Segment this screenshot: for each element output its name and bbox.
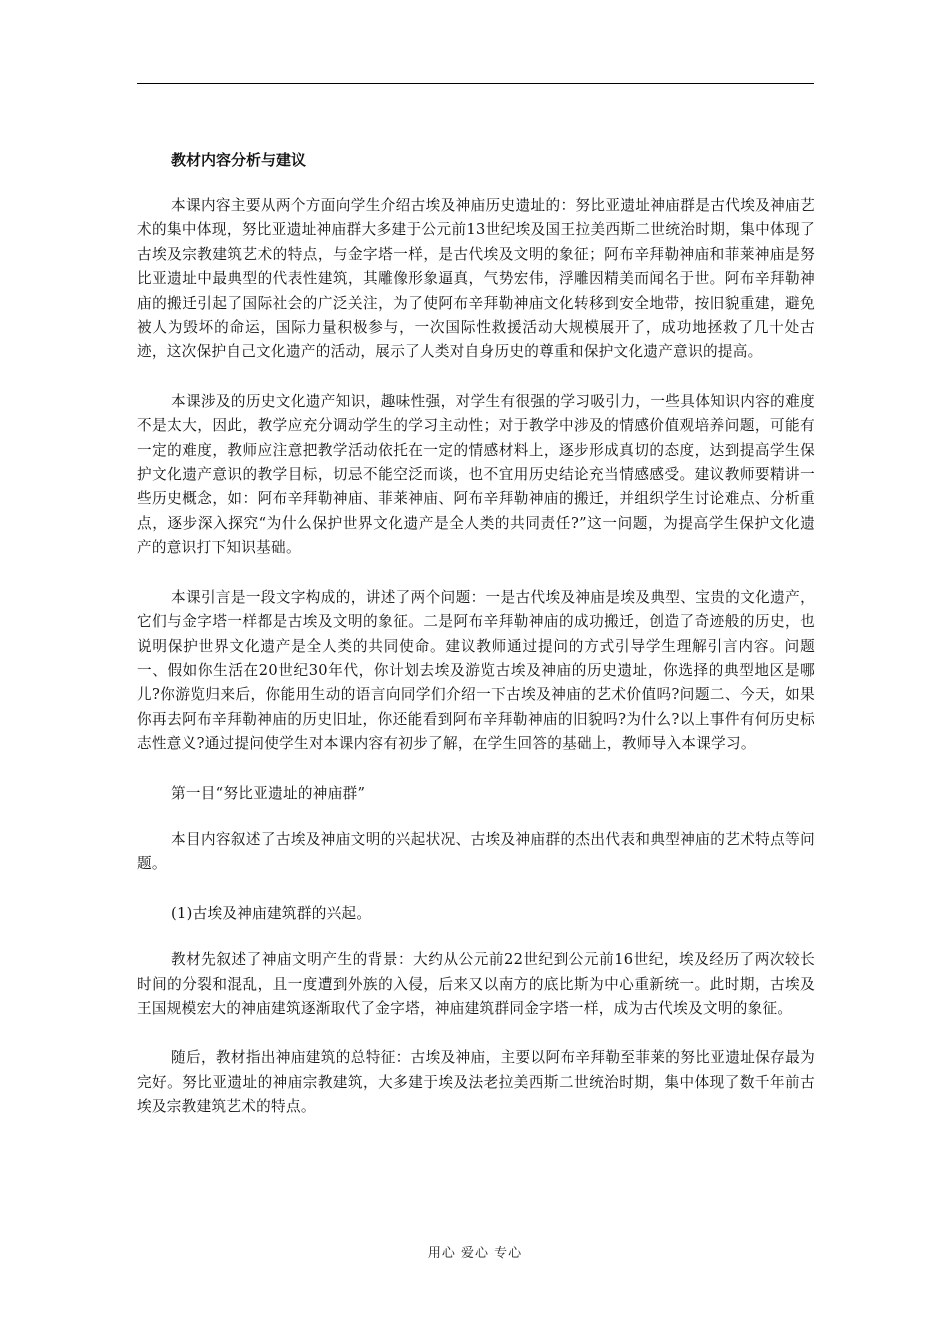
paragraph-teaching-advice: 本课涉及的历史文化遗产知识，趣味性强，对学生有很强的学习吸引力，一些具体知识内容的难度不是太大，因此，教学应充分调动学生的学习主动性；对于教学中涉及的情感价值观培养问题，可能有一定的难度，教师应注意把教学活动依托在一定的情感材料上，逐步形成真切的态度，达到提高学生保护文化遗产意识的教学目标，切忌不能空泛而谈，也不宜用历史结论充当情感感受。建议教师要精讲一些历史概念，如：阿布辛拜勒神庙、菲莱神庙、阿布辛拜勒神庙的搬迁，并组织学生讨论难点、分析重点，逐步深入探究“为什么保护世界文化遗产是全人类的共同责任?”这一问题，为提高学生保护文化遗产的意识打下知识基础。 (137, 392, 815, 557)
paragraph-features: 随后，教材指出神庙建筑的总特征：古埃及神庙，主要以阿布辛拜勒至菲莱的努比亚遗址保存最为完好。努比亚遗址的神庙宗教建筑，大多建于埃及法老拉美西斯二世统治时期，集中体现了数千年前古埃及宗教建筑艺术的特点。 (137, 1049, 815, 1116)
page-footer: 用心 爱心 专心 (427, 1246, 523, 1261)
paragraph-subsection-summary: 本目内容叙述了古埃及神庙文明的兴起状况、古埃及神庙群的杰出代表和典型神庙的艺术特点等问题。 (137, 830, 815, 873)
header-rule (137, 83, 814, 84)
section-heading: 教材内容分析与建议 (171, 151, 307, 169)
point-heading: (1)古埃及神庙建筑群的兴起。 (171, 904, 372, 922)
paragraph-intro: 本课内容主要从两个方面向学生介绍古埃及神庙历史遗址的：努比亚遗址神庙群是古代埃及神庙艺术的集中体现，努比亚遗址神庙群大多建于公元前13世纪埃及国王拉美西斯二世统治时期，集中体现了古埃及宗教建筑艺术的特点，与金字塔一样，是古代埃及文明的象征；阿布辛拜勒神庙和菲莱神庙是努比亚遗址中最典型的代表性建筑，其雕像形象逼真，气势宏伟，浮雕因精美而闻名于世。阿布辛拜勒神庙的搬迁引起了国际社会的广泛关注，为了使阿布辛拜勒神庙文化转移到安全地带，按旧貌重建，避免被人为毁坏的命运，国际力量积极参与，一次国际性救援活动大规模展开了，成功地拯救了几十处古迹，这次保护自己文化遗产的活动，展示了人类对自身历史的尊重和保护文化遗产意识的提高。 (137, 197, 815, 361)
subsection-title: 第一目“努比亚遗址的神庙群” (171, 784, 366, 802)
paragraph-background: 教材先叙述了神庙文明产生的背景：大约从公元前22世纪到公元前16世纪，埃及经历了两次较长时间的分裂和混乱，且一度遭到外族的入侵，后来又以南方的底比斯为中心重新统一。此时期，古埃及王国规模宏大的神庙建筑逐渐取代了金字塔，神庙建筑群同金字塔一样，成为古代埃及文明的象征。 (137, 951, 815, 1017)
document-body (137, 148, 815, 1145)
paragraph-introduction-questions: 本课引言是一段文字构成的，讲述了两个问题：一是古代埃及神庙是埃及典型、宝贵的文化遗产，它们与金字塔一样都是古埃及文明的象征。二是阿布辛拜勒神庙的成功搬迁，创造了奇迹般的历史，也说明保护世界文化遗产是全人类的共同使命。建议教师通过提问的方式引导学生理解引言内容。问题一、假如你生活在20世纪30年代，你计划去埃及游览古埃及神庙的历史遗址，你选择的典型地区是哪儿?你游览归来后，你能用生动的语言向同学们介绍一下古埃及神庙的艺术价值吗?问题二、今天，如果你再去阿布辛拜勒神庙的历史旧址，你还能看到阿布辛拜勒神庙的旧貌吗?为什么?以上事件有何历史标志性意义?通过提问使学生对本课内容有初步了解，在学生回答的基础上，教师导入本课学习。 (137, 588, 815, 753)
